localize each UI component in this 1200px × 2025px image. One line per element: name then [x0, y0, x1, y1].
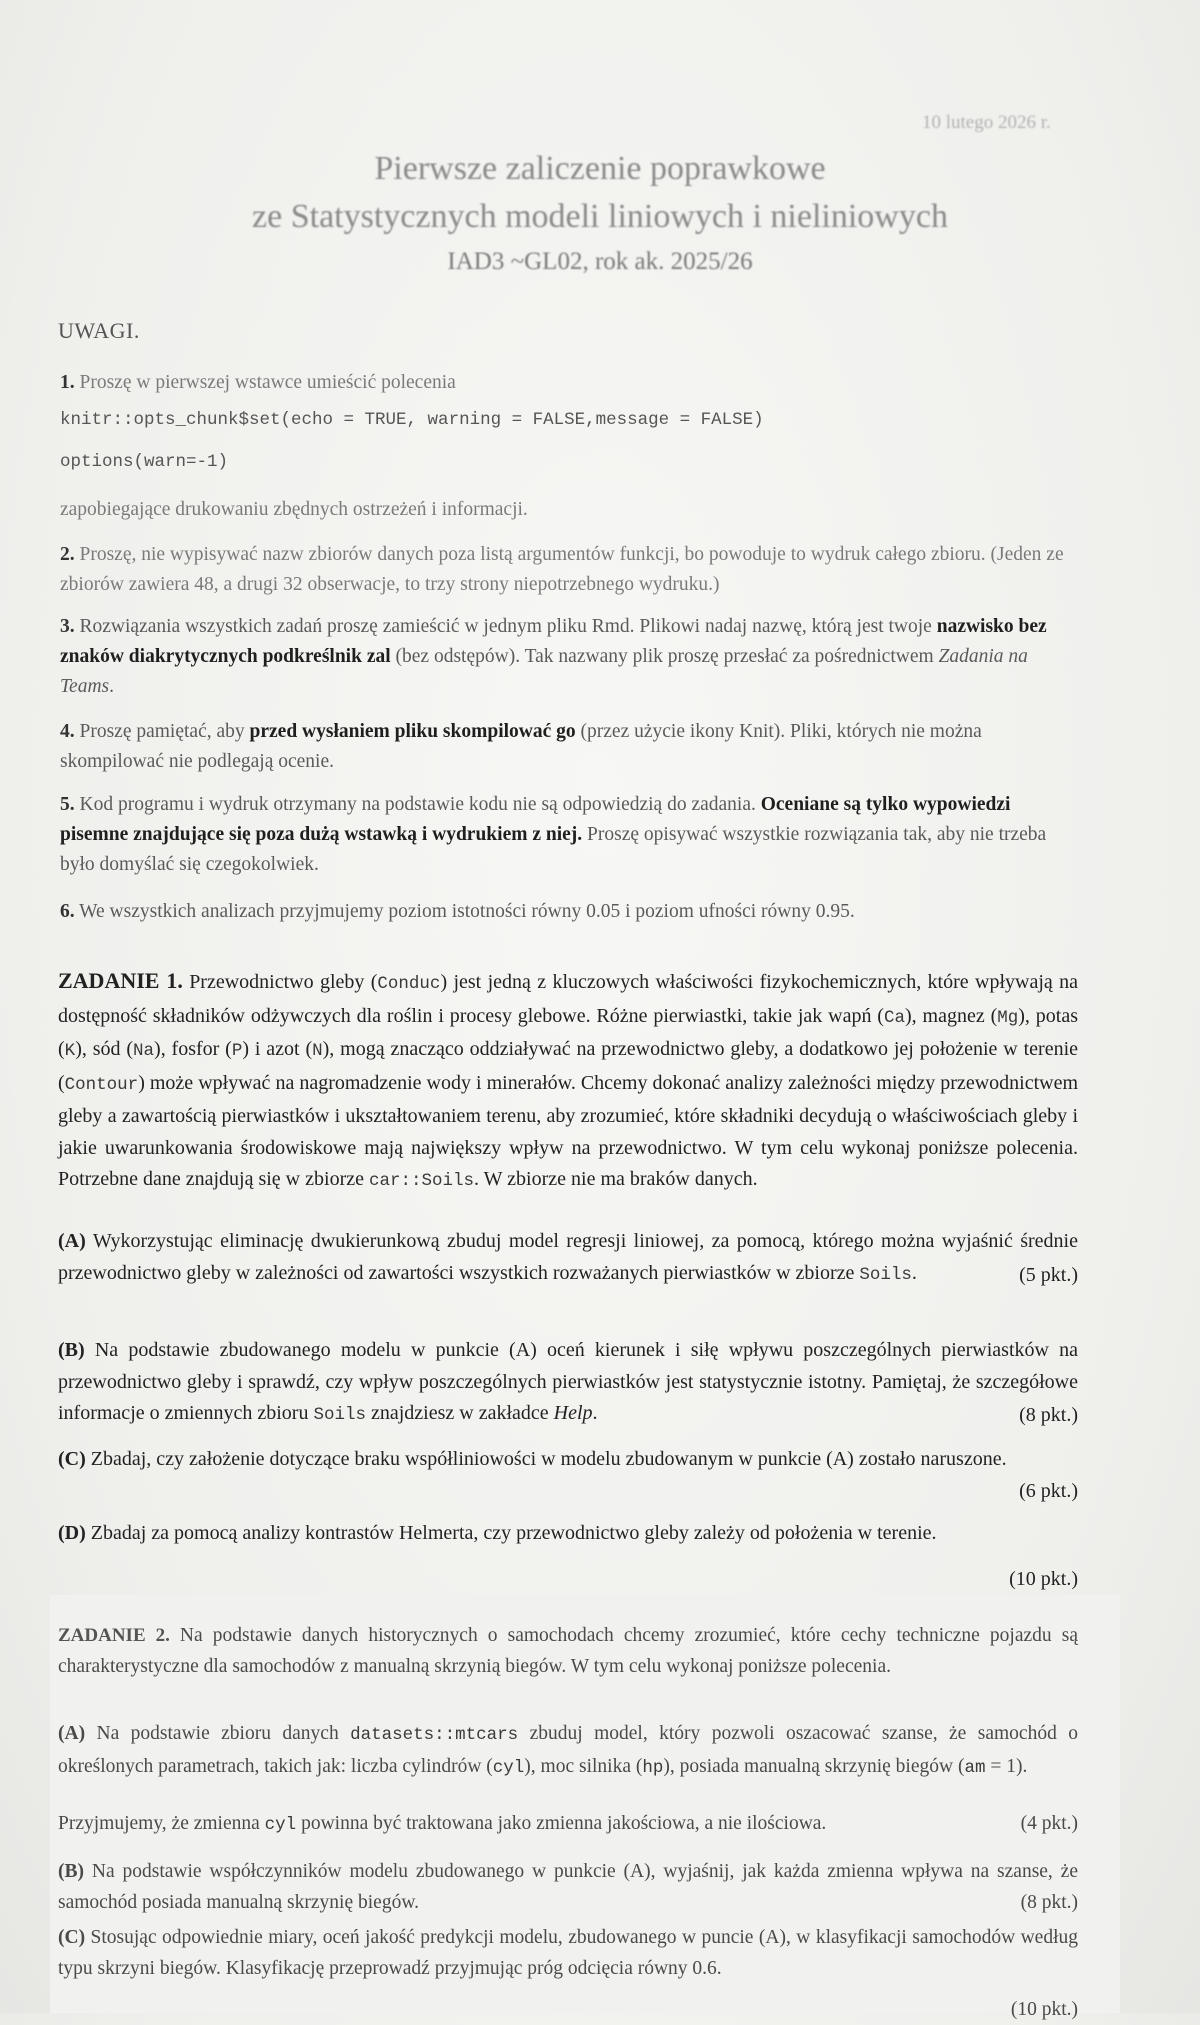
task-1-part-d	[58, 1518, 1078, 1595]
part-label: (C)	[58, 1927, 86, 1948]
task-text: . W zbiorze nie ma braków danych.	[474, 1168, 758, 1190]
note-3	[60, 612, 1080, 702]
part-text: Wykorzystując eliminację dwukierunkową zbuduj model regresji liniowej, za pomocą, którego można wyjaśnić średnie przewodnictwo gleby w zależności od zawartości wszystkich rozważanych pierwiastków w zbiorze	[58, 1230, 1078, 1284]
part-label: (B)	[58, 1339, 85, 1361]
part-label: (A)	[58, 1723, 86, 1744]
notes-heading: UWAGI.	[58, 318, 140, 343]
note-number: 3.	[60, 616, 75, 637]
task-2-part-c	[58, 1922, 1078, 2025]
note-1	[60, 366, 1080, 399]
variable-code: hp	[642, 1758, 664, 1778]
note-text: Rozwiązania wszystkich zadań proszę zamieścić w jednym pliku Rmd. Plikowi nadaj nazwę, którą jest twoje	[79, 616, 937, 637]
note-1-continuation: zapobiegające drukowaniu zbędnych ostrzeżeń i informacji.	[60, 499, 528, 520]
note-5	[60, 790, 1080, 880]
variable-code: P	[231, 1041, 243, 1061]
points: (5 pkt.)	[1019, 1263, 1078, 1286]
variable-code: N	[312, 1041, 323, 1061]
task-text: Przewodnictwo gleby (	[182, 971, 378, 993]
task-1-intro	[58, 965, 1078, 1198]
note-number: 4.	[60, 721, 75, 742]
points: (6 pkt.)	[1019, 1479, 1078, 1502]
variable-code: Ca	[883, 1007, 905, 1028]
note-text: (bez odstępów). Tak nazwany plik proszę przesłać za pośrednictwem	[390, 646, 939, 667]
note-text: We wszystkich analizach przyjmujemy poziom istotności równy 0.05 i poziom ufności równy 0.95.	[79, 901, 855, 922]
title-line-2: ze Statystycznych modeli liniowych i nieliniowych	[252, 198, 948, 235]
title-line-1: Pierwsze zaliczenie poprawkowe	[374, 150, 826, 187]
note-number: 5.	[60, 794, 75, 815]
part-label: (A)	[58, 1230, 86, 1252]
note-text: .	[109, 676, 115, 697]
task-1-label: ZADANIE 1.	[58, 968, 183, 993]
variable-code: Contour	[64, 1074, 139, 1095]
dataset-code: Soils	[313, 1405, 366, 1425]
part-text: Zbadaj, czy założenie dotyczące braku współliniowości w modelu zbudowanym w punkcie (A) zostało naruszone.	[85, 1448, 1007, 1470]
part-text: = 1).	[985, 1756, 1028, 1777]
note-bold: Oceniane są tylko wypowiedzi pisemne znajdujące się poza dużą wstawką i wydrukiem z niej.	[60, 794, 1011, 845]
exam-date: 10 lutego 2026 r.	[922, 112, 1051, 133]
note-number: 2.	[60, 544, 75, 565]
task-2-intro	[58, 1620, 1078, 1682]
part-text: znajdziesz w zakładce	[365, 1402, 554, 1424]
part-italic: Help	[553, 1402, 593, 1424]
dataset-code: Soils	[859, 1264, 912, 1285]
task-2-label: ZADANIE 2.	[58, 1625, 170, 1646]
part-text: ), moc silnika (	[524, 1756, 643, 1777]
points: (10 pkt.)	[1009, 1567, 1078, 1590]
task-2-part-a-note	[58, 1808, 1078, 1841]
task-text: ) jest jedną z kluczowych właściwości fizykochemicznych, które wpływają na dostępność składników odżywczych dla roślin i procesy glebowe. Różne pierwiastki, takie jak wapń (	[58, 971, 1078, 1027]
part-text: Zbadaj za pomocą analizy kontrastów Helmerta, czy przewodnictwo gleby zależy od położenia w terenie.	[85, 1522, 937, 1544]
task-text: ) i azot (	[242, 1038, 313, 1060]
title-line-3: IAD3 ~GL02, rok ak. 2025/26	[447, 248, 753, 275]
variable-code: Mg	[997, 1007, 1019, 1028]
note-text: (przez użycie ikony Knit). Pliki, których nie można skompilować nie podlegają ocenie.	[60, 721, 982, 772]
task-text: ), mogą znacząco oddziaływać na przewodnictwo gleby, a dodatkowo jej położenie w terenie (	[58, 1038, 1079, 1094]
part-text: Stosując odpowiednie miary, oceń jakość predykcji modelu, zbudowanego w puncie (A), w klasyfikacji samochodów według typu skrzyni biegów. Klasyfikację przeprowadź przyjmując próg odcięcia równy 0.6.	[58, 1927, 1078, 1979]
note-text: Proszę opisywać wszystkie rozwiązania tak, aby nie trzeba było domyślać się czegokolwiek.	[60, 824, 1047, 875]
note-text: Proszę pamiętać, aby	[79, 721, 250, 742]
part-label: (B)	[58, 1861, 84, 1882]
points: (4 pkt.)	[1020, 1813, 1078, 1834]
part-text: .	[592, 1402, 598, 1424]
variable-code: Conduc	[377, 974, 441, 994]
note-text: Proszę, nie wypisywać nazw zbiorów danych poza listą argumentów funkcji, bo powoduje to wydruk całego zbioru. (Jeden ze zbiorów zawiera 48, a drugi 32 obserwacje, to trzy strony niepotrzebnego wydruku.)	[60, 544, 1064, 595]
note-number: 6.	[60, 901, 75, 922]
points: (8 pkt.)	[1020, 1892, 1078, 1913]
part-text: ), posiada manualną skrzynię biegów (	[663, 1756, 965, 1777]
task-1-part-b	[58, 1335, 1078, 1432]
note-4	[60, 717, 1080, 777]
task-text: ), sód (	[75, 1038, 134, 1060]
part-text: .	[911, 1261, 917, 1284]
note-number: 1.	[60, 372, 75, 393]
note-italic: Zadania na Teams	[60, 646, 1028, 697]
part-text: Przyjmujemy, że zmienna	[58, 1813, 265, 1834]
variable-code: cyl	[492, 1758, 525, 1778]
task-2-part-b	[58, 1856, 1078, 1918]
task-text: ), magnez (	[905, 1004, 998, 1027]
variable-code: Na	[133, 1041, 155, 1061]
note-text: Proszę w pierwszej wstawce umieścić polecenia	[79, 372, 456, 393]
part-text: powinna być traktowana jako zmienna jakościowa, a nie ilościowa.	[296, 1813, 827, 1834]
task-text: ), fosfor (	[154, 1038, 232, 1060]
note-text: Kod programu i wydruk otrzymany na podstawie kodu nie są odpowiedzią do zadania.	[79, 794, 761, 815]
part-text: Na podstawie współczynników modelu zbudowanego w punkcie (A), wyjaśnij, jak każda zmienna wpływa na szanse, że samochód posiada manualną skrzynię biegów.	[58, 1861, 1078, 1913]
task-text: Na podstawie danych historycznych o samochodach chcemy zrozumieć, które cechy techniczne pojazdu są charakterystyczne dla samochodów z manualną skrzynią biegów. W tym celu wykonaj poniższe polecenia.	[58, 1625, 1078, 1677]
task-text: ), potas (	[58, 1004, 1078, 1060]
part-text: zbuduj model, który pozwoli oszacować szanse, że samochód o określonych parametrach, takich jak: liczba cylindrów (	[58, 1723, 1079, 1777]
task-1-part-c	[58, 1444, 1078, 1507]
part-text: Na podstawie zbioru danych	[85, 1723, 351, 1744]
note-6	[60, 895, 1080, 928]
dataset-code: car::Soils	[368, 1171, 475, 1191]
part-label: (D)	[58, 1522, 86, 1544]
points: (8 pkt.)	[1019, 1404, 1078, 1426]
variable-code: cyl	[264, 1815, 297, 1835]
code-line-2: options(warn=-1)	[60, 452, 229, 472]
part-text: Na podstawie zbudowanego modelu w punkcie (A) oceń kierunek i siłę wpływu poszczególnych pierwiastków na przewodnictwo gleby i sprawdź, czy wpływ poszczególnych pierwiastków jest statystycznie istotny. Pamiętaj, że szczegółowe informacje o zmiennych zbioru	[58, 1339, 1078, 1424]
part-label: (C)	[58, 1448, 86, 1470]
task-2-part-a	[58, 1718, 1078, 1784]
points: (10 pkt.)	[1010, 1999, 1078, 2020]
note-2	[60, 540, 1080, 600]
note-bold: nazwisko bez znaków diakrytycznych podkreślnik zal	[60, 616, 1047, 667]
task-text: ) może wpływać na nagromadzenie wody i minerałów. Chcemy dokonać analizy zależności między przewodnictwem gleby a zawartością pierwiastków i ukształtowaniem terenu, aby zrozumieć, które składniki decydują o właściwościach gleby i jakie uwarunkowania środowiskowe mają największy wpływ na przewodnictwo. W tym celu wykonaj poniższe polecenia. Potrzebne dane znajdują się w zbiorze	[58, 1071, 1078, 1190]
task-1-part-a	[58, 1226, 1078, 1291]
dataset-code: datasets::mtcars	[350, 1725, 519, 1745]
note-bold: przed wysłaniem pliku skompilować go	[249, 721, 576, 742]
variable-code: K	[64, 1041, 76, 1061]
variable-code: am	[964, 1758, 986, 1778]
code-line-1: knitr::opts_chunk$set(echo = TRUE, warning = FALSE,message = FALSE)	[60, 410, 764, 430]
